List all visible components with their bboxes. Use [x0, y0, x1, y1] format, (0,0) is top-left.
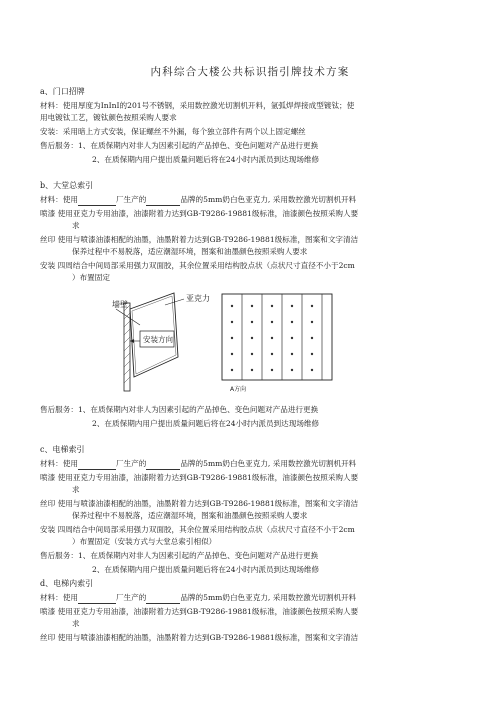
section-b-heading: b、大堂总索引 — [40, 181, 94, 190]
section-c-install: 安装 四周结合中间局部采用强力双面胶，其余位置采用结构胶点状（点状尺寸直径不小于2cm — [40, 525, 355, 534]
section-c-install-cont: ）布置固定（安装方式与大堂总索引相似） — [72, 537, 217, 546]
section-b-spray: 喷漆 使用亚克力专用油漆，油漆附着力达到GB-T9286-19881级标准，油漆颜色按照采购人要 — [40, 209, 359, 218]
section-d-material-a: 材料：使用 — [40, 593, 78, 602]
section-b-service-2: 2、在质保期内用户提出质量问题后将在24小时内派员到达现场维修 — [92, 419, 320, 428]
section-b-silk-cont: 保养过程中不易脱落，适应潮湿环境，图案和油墨颜色按照采购人要求 — [72, 247, 308, 256]
section-a-material: 材料：使用厚度为InInI的201号不锈钢，采用数控激光切割机开料，氩弧焊焊接成型镀钛；使 — [40, 101, 355, 110]
blank-field — [78, 458, 116, 470]
install-direction-label: 安装方向 — [143, 335, 173, 344]
blank-field — [146, 592, 180, 604]
acrylic-label: 亚克力 — [186, 294, 210, 303]
section-a-install: 安装：采用暗上方式安装，保证螺丝不外漏，每个独立部件有两个以上固定螺丝 — [40, 127, 306, 136]
section-c-material — [40, 458, 356, 470]
section-b-install-cont: ）布置固定 — [72, 273, 110, 282]
wall-label: 墙壁 — [112, 300, 128, 309]
section-d-silk: 丝印 使用与喷漆油漆相配的油墨，油墨附着力达到GB-T9286-19881级标准，图案和文字清洁 — [40, 633, 359, 642]
section-d-heading: d、电梯内索引 — [40, 579, 94, 588]
section-b-install: 安装 四周结合中间局部采用强力双面胶，其余位置采用结构胶点状（点状尺寸直径不小于2cm — [40, 261, 355, 270]
section-c-silk-cont: 保养过程中不易脱落，适应潮湿环境，图案和油墨颜色按照采购人要求 — [72, 511, 308, 520]
section-a-material-cont: 用电镀钛工艺，镀钛颜色按照采购人要求 — [40, 113, 177, 122]
section-c-material-b: 厂生产的 — [115, 459, 147, 468]
section-b-material-a: 材料：使用 — [40, 195, 78, 204]
section-a-service-1: 售后服务：1、在质保期内对非人为因素引起的产品掉色、变色问题对产品进行更换 — [40, 141, 319, 150]
section-b-service-1: 售后服务：1、在质保期内对非人为因素引起的产品掉色、变色问题对产品进行更换 — [40, 405, 319, 414]
section-b-material-b: 厂生产的 — [115, 195, 147, 204]
section-b-silk: 丝印 使用与喷漆油漆相配的油墨，油墨附着力达到GB-T9286-19881级标准，图案和文字清洁 — [40, 235, 359, 244]
blank-field — [78, 592, 116, 604]
section-b-material-c: 品牌的5mm奶白色亚克力, 采用数控激光切割机开料 — [180, 195, 357, 204]
section-c-silk: 丝印 使用与喷漆油漆相配的油墨，油墨附着力达到GB-T9286-19881级标准，图案和文字清洁 — [40, 499, 359, 508]
section-b-spray-cont: 求 — [72, 221, 80, 230]
section-d-material — [40, 592, 356, 604]
side-view-diagram — [110, 285, 220, 395]
section-b-material — [40, 194, 356, 206]
section-c-heading: c、电梯索引 — [40, 445, 85, 454]
section-c-service-2: 2、在质保期内用户提出质量问题后将在24小时内派员到达现场维修 — [92, 565, 320, 574]
section-c-spray-cont: 求 — [72, 485, 80, 494]
section-a-heading: a、门口招牌 — [40, 87, 85, 96]
section-c-spray: 喷漆 使用亚克力专用油漆，油漆附着力达到GB-T9286-19881级标准，油漆颜色按照采购人要 — [40, 473, 359, 482]
section-d-spray-cont: 求 — [72, 619, 80, 628]
blank-field — [78, 194, 116, 206]
section-a-service-2: 2、在质保期内用户提出质量问题后将在24小时内派员到达现场维修 — [92, 155, 320, 164]
blank-field — [146, 458, 180, 470]
section-d-material-c: 品牌的5mm奶白色亚克力, 采用数控激光切割机开料 — [180, 593, 357, 602]
section-c-service-1: 售后服务：1、在质保期内对非人为因素引起的产品掉色、变色问题对产品进行更换 — [40, 551, 319, 560]
front-view-diagram — [220, 290, 335, 395]
section-d-spray: 喷漆 使用亚克力专用油漆，油漆附着力达到GB-T9286-19881级标准，油漆颜色按照采购人要 — [40, 607, 359, 616]
section-d-material-b: 厂生产的 — [115, 593, 147, 602]
blank-field — [146, 194, 180, 206]
front-view-caption: A方向 — [230, 386, 247, 393]
page-title: 内科综合大楼公共标识指引牌技术方案 — [150, 66, 350, 78]
section-c-material-a: 材料：使用 — [40, 459, 78, 468]
section-c-material-c: 品牌的5mm奶白色亚克力, 采用数控激光切割机开料 — [180, 459, 357, 468]
